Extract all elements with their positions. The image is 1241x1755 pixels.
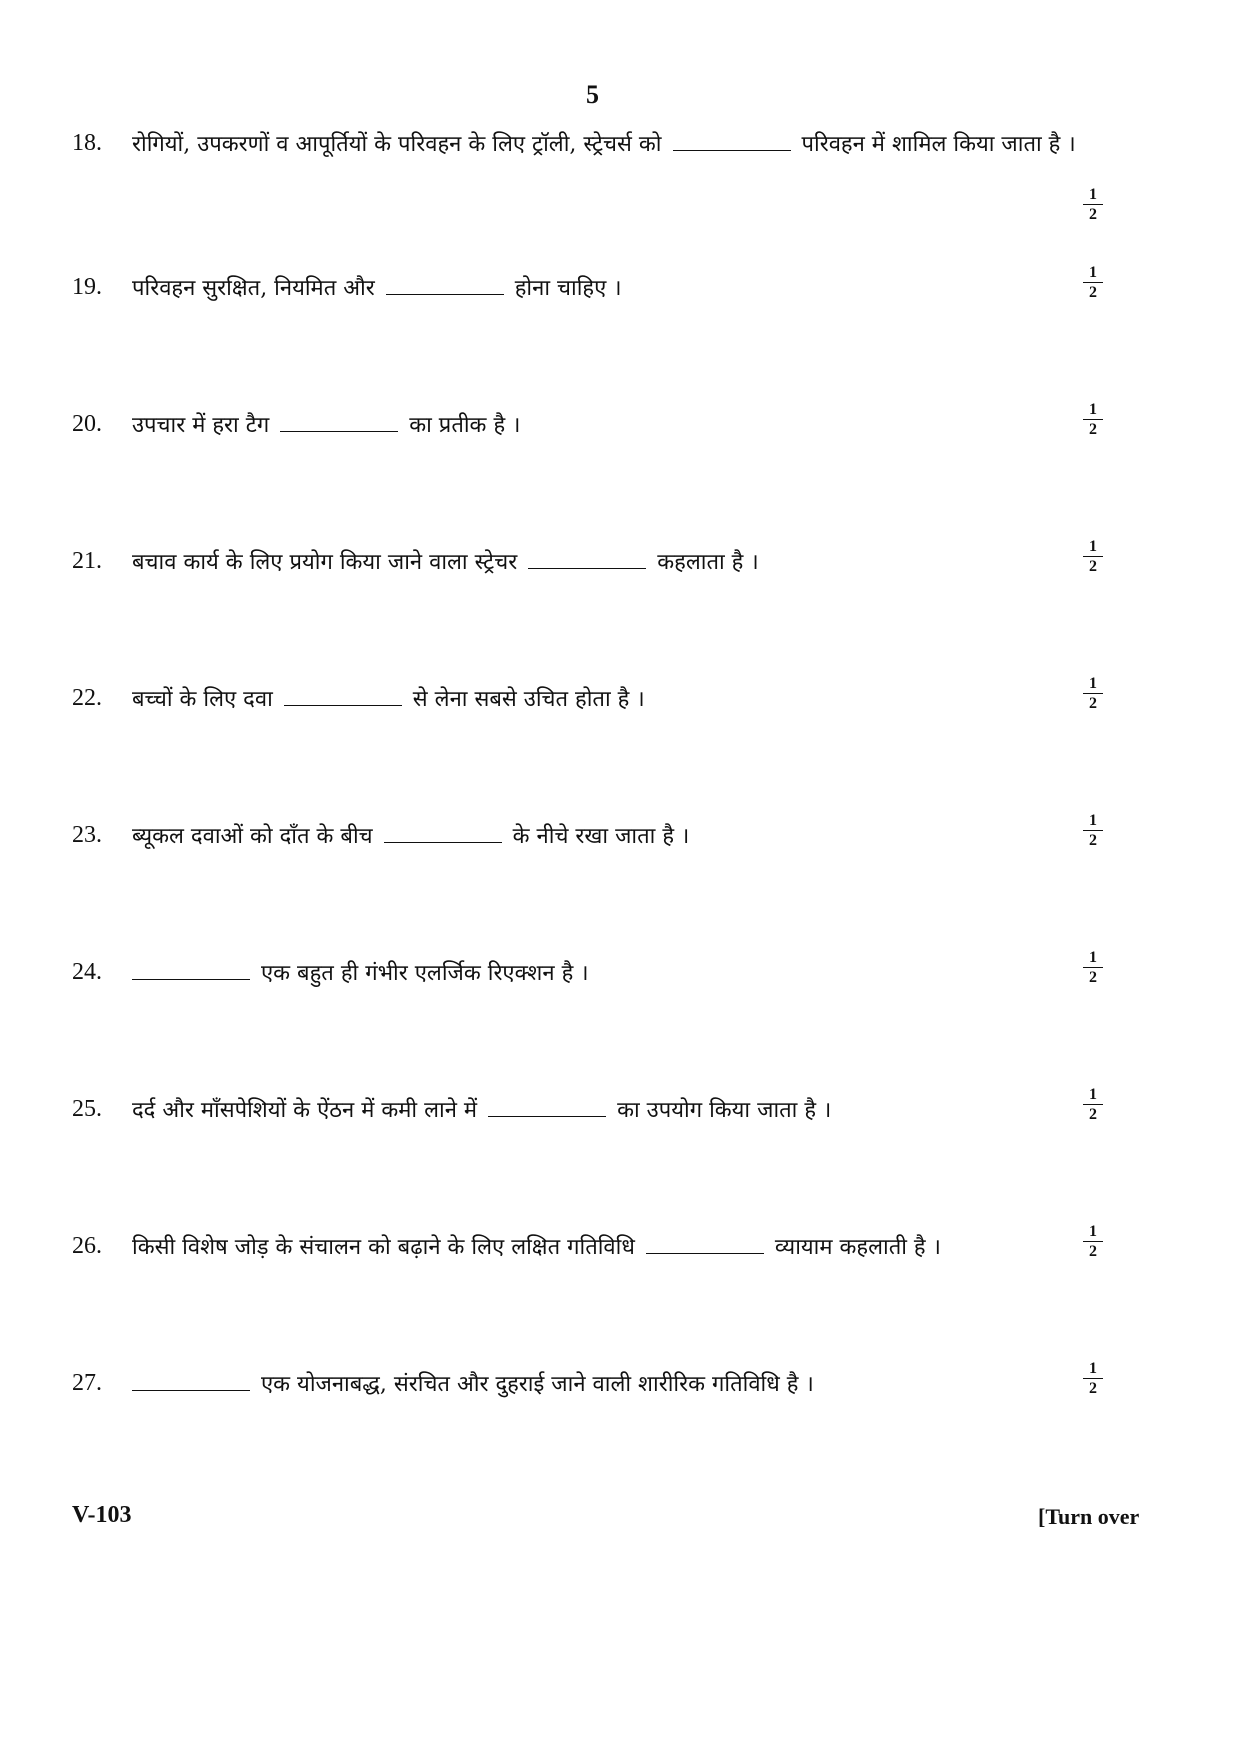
marks-numerator: 1 <box>1083 538 1103 557</box>
marks-denominator: 2 <box>1089 1380 1097 1397</box>
answer-blank[interactable] <box>132 957 250 980</box>
marks-20 <box>1083 401 1103 438</box>
question-text-before: किसी विशेष जोड़ के संचालन को बढ़ाने के लिए लक्षित गतिविधि <box>132 1235 635 1260</box>
marks-numerator: 1 <box>1083 1360 1103 1379</box>
marks-denominator: 2 <box>1089 1243 1097 1260</box>
question-number: 19. <box>72 274 102 300</box>
question-text-after: का प्रतीक है । <box>409 413 521 438</box>
marks-25 <box>1083 1086 1103 1123</box>
question-number: 25. <box>72 1096 102 1122</box>
question-text <box>132 532 1092 594</box>
question-text <box>132 943 1092 1005</box>
question-number: 18. <box>72 130 102 156</box>
question-text-after: परिवहन में शामिल किया जाता है । <box>801 132 1076 157</box>
question-text <box>132 395 1092 457</box>
question-number: 26. <box>72 1233 102 1259</box>
question-text-before: दर्द और माँसपेशियों के ऐंठन में कमी लाने में <box>132 1098 478 1123</box>
question-text <box>132 1354 1092 1416</box>
marks-denominator: 2 <box>1089 1106 1097 1123</box>
paper-code: V-103 <box>72 1502 132 1528</box>
question-text-before: बच्चों के लिए दवा <box>132 687 273 712</box>
question-text <box>132 114 1092 176</box>
marks-19 <box>1083 264 1103 301</box>
marks-numerator: 1 <box>1083 1223 1103 1242</box>
question-text-before: बचाव कार्य के लिए प्रयोग किया जाने वाला स्ट्रेचर <box>132 550 518 575</box>
marks-numerator: 1 <box>1083 401 1103 420</box>
marks-27 <box>1083 1360 1103 1397</box>
question-text-after: के नीचे रखा जाता है । <box>512 824 690 849</box>
question-text <box>132 806 1092 868</box>
marks-denominator: 2 <box>1089 558 1097 575</box>
marks-numerator: 1 <box>1083 186 1103 205</box>
turn-over-note: [Turn over <box>1038 1504 1140 1529</box>
marks-numerator: 1 <box>1083 675 1103 694</box>
marks-denominator: 2 <box>1089 206 1097 223</box>
question-text-before: परिवहन सुरक्षित, नियमित और <box>132 276 375 301</box>
question-text <box>132 1217 1092 1279</box>
question-text-after: होना चाहिए । <box>514 276 622 301</box>
question-text-after: से लेना सबसे उचित होता है । <box>412 687 645 712</box>
marks-denominator: 2 <box>1089 969 1097 986</box>
question-text-after: कहलाता है । <box>657 550 759 575</box>
marks-denominator: 2 <box>1089 832 1097 849</box>
question-text-after: व्यायाम कहलाती है । <box>774 1235 941 1260</box>
marks-23 <box>1083 812 1103 849</box>
marks-numerator: 1 <box>1083 1086 1103 1105</box>
question-text-after: एक बहुत ही गंभीर एलर्जिक रिएक्शन है । <box>261 961 589 986</box>
page-number: 5 <box>586 80 599 109</box>
marks-22 <box>1083 675 1103 712</box>
answer-blank[interactable] <box>132 1368 250 1391</box>
answer-blank[interactable] <box>673 128 791 151</box>
question-text <box>132 669 1092 731</box>
question-text <box>132 258 1092 320</box>
marks-denominator: 2 <box>1089 284 1097 301</box>
question-number: 21. <box>72 548 102 574</box>
question-text-after: एक योजनाबद्ध, संरचित और दुहराई जाने वाली शारीरिक गतिविधि है । <box>261 1372 814 1397</box>
answer-blank[interactable] <box>646 1231 764 1254</box>
question-number: 23. <box>72 822 102 848</box>
marks-18 <box>1083 186 1103 223</box>
question-number: 24. <box>72 959 102 985</box>
question-text-before: रोगियों, उपकरणों व आपूर्तियों के परिवहन के लिए ट्रॉली, स्ट्रेचर्स को <box>132 132 662 157</box>
marks-numerator: 1 <box>1083 949 1103 968</box>
answer-blank[interactable] <box>384 820 502 843</box>
question-text-before: उपचार में हरा टैग <box>132 413 270 438</box>
marks-24 <box>1083 949 1103 986</box>
question-number: 27. <box>72 1370 102 1396</box>
marks-denominator: 2 <box>1089 421 1097 438</box>
answer-blank[interactable] <box>386 272 504 295</box>
answer-blank[interactable] <box>528 546 646 569</box>
question-number: 22. <box>72 685 102 711</box>
marks-numerator: 1 <box>1083 812 1103 831</box>
question-text-after: का उपयोग किया जाता है । <box>617 1098 832 1123</box>
answer-blank[interactable] <box>488 1094 606 1117</box>
marks-numerator: 1 <box>1083 264 1103 283</box>
marks-26 <box>1083 1223 1103 1260</box>
question-number: 20. <box>72 411 102 437</box>
question-text-before: ब्यूकल दवाओं को दाँत के बीच <box>132 824 373 849</box>
answer-blank[interactable] <box>284 683 402 706</box>
marks-21 <box>1083 538 1103 575</box>
marks-denominator: 2 <box>1089 695 1097 712</box>
question-text <box>132 1080 1092 1142</box>
answer-blank[interactable] <box>280 409 398 432</box>
